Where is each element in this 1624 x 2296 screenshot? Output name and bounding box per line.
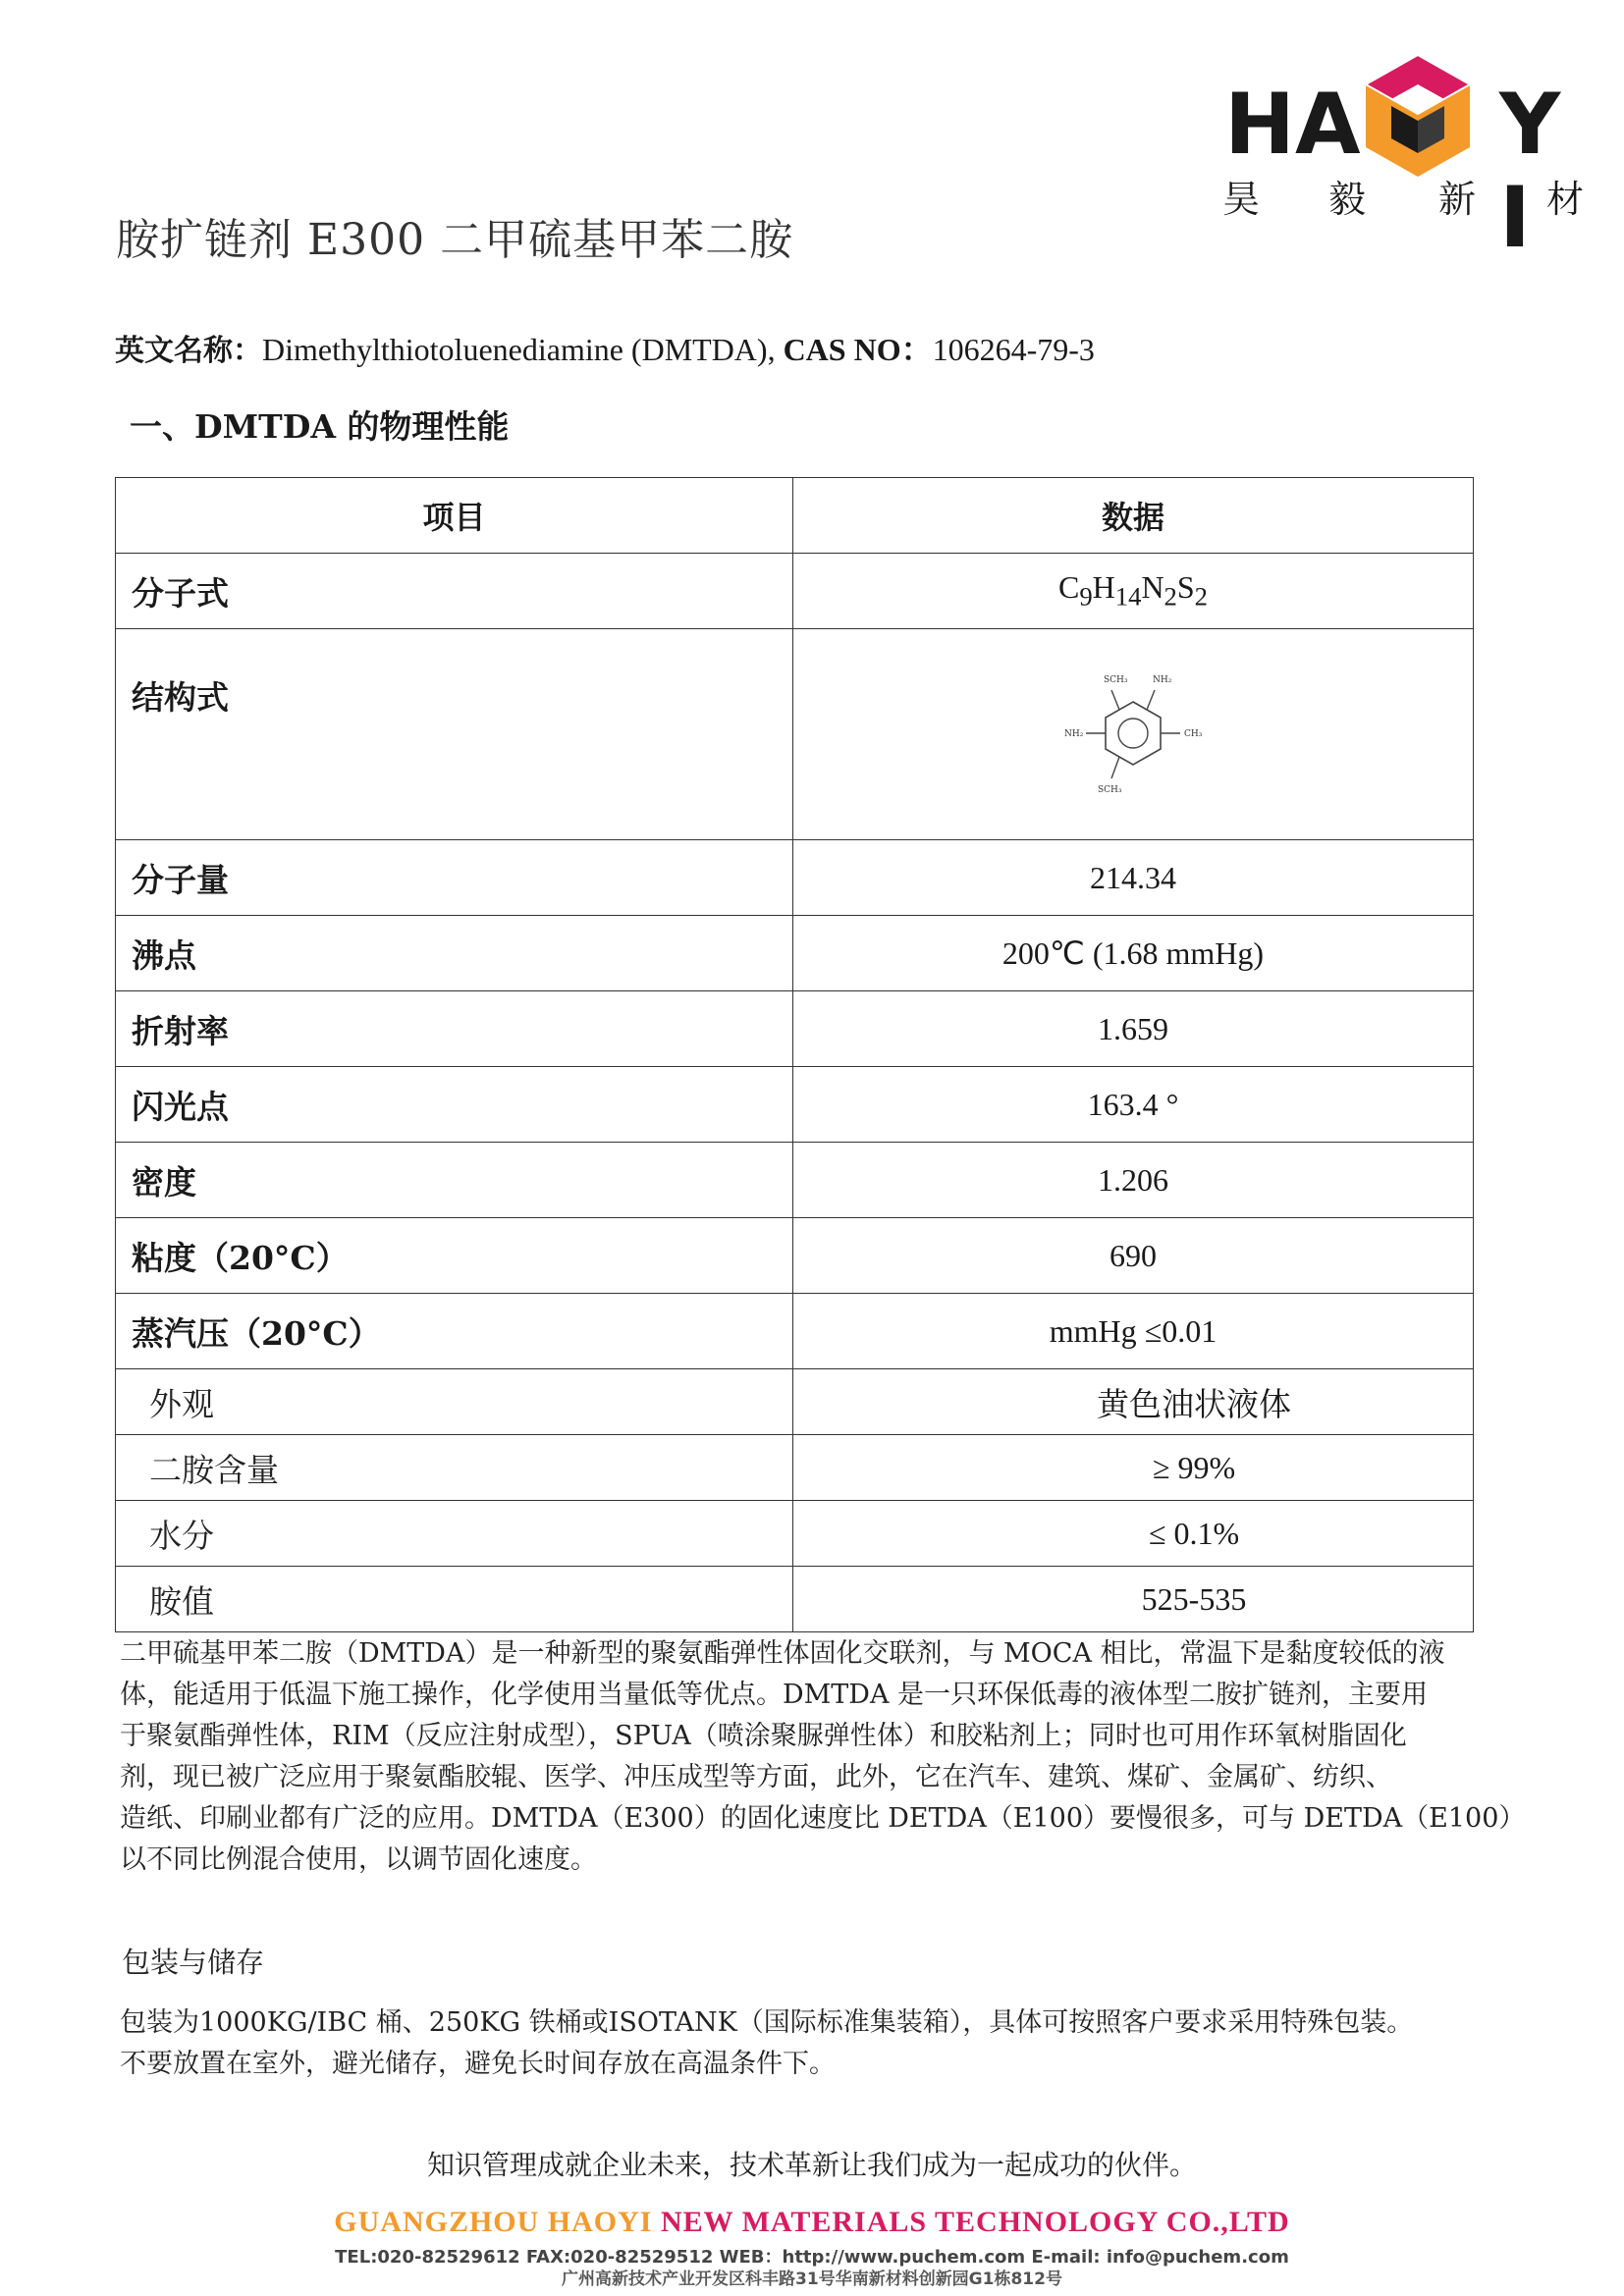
row-label: 密度	[116, 1143, 793, 1218]
contact-info: TEL:020-82529612 FAX:020-82529512 WEB：http://www.puchem.com E-mail: info@puchem.com	[335, 2247, 1289, 2268]
product-description	[120, 1633, 1526, 1881]
document-title: 胺扩链剂 E300 二甲硫基甲苯二胺	[116, 215, 794, 265]
column-header-item: 项目	[116, 478, 793, 554]
row-value: 163.4 °	[793, 1067, 1474, 1143]
company-address: 广州高新技术产业开发区科丰路31号华南新材料创新园G1栋812号	[562, 2269, 1062, 2289]
table-row	[116, 1501, 1474, 1567]
description-line: 剂，现已被广泛应用于聚氨酯胶辊、医学、冲压成型等方面，此外，它在汽车、建筑、煤矿、金属矿、纺织、	[120, 1762, 1392, 1792]
table-row	[116, 1218, 1474, 1294]
logo-cn-char: 新	[1438, 178, 1477, 221]
row-value: 1.659	[793, 991, 1474, 1067]
english-name-label: 英文名称：	[115, 334, 262, 368]
table-row	[116, 554, 1474, 629]
group-label: NH₂	[1153, 675, 1172, 685]
molecular-formula: $C_9H_{14}N_2S_2$	[793, 554, 1474, 629]
row-value: 200℃ (1.68 mmHg)	[793, 916, 1474, 991]
row-value: mmHg ≤0.01	[793, 1294, 1474, 1369]
description-line: 造纸、印刷业都有广泛的应用。DMTDA（E300）的固化速度比 DETDA（E100）要慢很多，可与 DETDA（E100）	[120, 1803, 1526, 1834]
cube-logo-icon	[1360, 51, 1476, 181]
properties-table	[115, 477, 1474, 1632]
packaging-line: 不要放置在室外，避光储存，避免长时间存放在高温条件下。	[120, 2049, 836, 2079]
table-row	[116, 1369, 1474, 1435]
cas-label: CAS NO：	[783, 332, 933, 367]
table-row	[116, 1067, 1474, 1143]
table-row	[116, 1143, 1474, 1218]
row-label: 沸点	[116, 916, 793, 991]
row-label: 折射率	[116, 991, 793, 1067]
group-label: SCH₃	[1098, 785, 1122, 795]
spec-label: 外观	[116, 1369, 793, 1435]
table-row	[116, 1294, 1474, 1369]
packaging-text	[120, 2002, 1413, 2085]
table-row	[116, 916, 1474, 991]
company-name-part2: NEW MATERIALS TECHNOLOGY CO.,LTD	[660, 2206, 1290, 2238]
spec-label: 胺值	[116, 1567, 793, 1632]
description-line: 二甲硫基甲苯二胺（DMTDA）是一种新型的聚氨酯弹性体固化交联剂，与 MOCA 相比，常温下是黏度较低的液	[120, 1638, 1445, 1669]
structural-formula-diagram	[1035, 661, 1231, 808]
cas-value: 106264-79-3	[932, 332, 1095, 367]
row-label: 结构式	[116, 629, 793, 840]
company-name	[0, 2203, 1624, 2242]
english-name-line	[115, 328, 1095, 373]
haoyi-logo	[1222, 51, 1596, 267]
spec-value: ≥ 99%	[793, 1435, 1474, 1501]
group-label: NH₂	[1064, 729, 1084, 739]
packaging-heading: 包装与储存	[122, 1946, 265, 1979]
group-label: SCH₃	[1104, 675, 1128, 685]
logo-chinese-name	[1222, 175, 1596, 224]
structure-cell	[793, 629, 1474, 840]
logo-word-left: HA	[1224, 76, 1361, 174]
spec-label: 水分	[116, 1501, 793, 1567]
table-row	[116, 991, 1474, 1067]
row-label: 粘度（20°C）	[116, 1218, 793, 1294]
spec-label: 二胺含量	[116, 1435, 793, 1501]
table-header-row	[116, 478, 1474, 554]
logo-cn-char: 昊	[1222, 178, 1261, 221]
description-line: 于聚氨酯弹性体，RIM（反应注射成型），SPUA（喷涂聚脲弹性体）和胶粘剂上；同时也可用作环氧树脂固化	[120, 1721, 1407, 1751]
table-row	[116, 840, 1474, 916]
packaging-line: 包装为1000KG/IBC 桶、250KG 铁桶或ISOTANK（国际标准集装箱），具体可按照客户要求采用特殊包装。	[120, 2007, 1414, 2038]
row-label: 蒸汽压（20°C）	[116, 1294, 793, 1369]
table-row	[116, 629, 1474, 840]
column-header-data: 数据	[793, 478, 1474, 554]
company-name-part1: GUANGZHOU HAOYI	[334, 2206, 661, 2238]
row-label: 分子量	[116, 840, 793, 916]
logo-word-right: Y I	[1499, 76, 1561, 267]
section-heading-properties: 一、DMTDA 的物理性能	[130, 407, 510, 446]
row-value: 1.206	[793, 1143, 1474, 1218]
english-name-value: Dimethylthiotoluenediamine (DMTDA),	[262, 332, 784, 367]
table-row	[116, 1567, 1474, 1632]
footer-slogan: 知识管理成就企业未来，技术革新让我们成为一起成功的伙伴。	[426, 2149, 1197, 2181]
logo-cn-char: 毅	[1328, 178, 1367, 221]
row-value: 214.34	[793, 840, 1474, 916]
table-row	[116, 1435, 1474, 1501]
logo-cn-char: 材	[1546, 178, 1585, 221]
spec-value: ≤ 0.1%	[793, 1501, 1474, 1567]
row-value: 690	[793, 1218, 1474, 1294]
description-line: 以不同比例混合使用，以调节固化速度。	[120, 1844, 597, 1875]
row-label: 闪光点	[116, 1067, 793, 1143]
description-line: 体，能适用于低温下施工操作，化学使用当量低等优点。DMTDA 是一只环保低毒的液体型二胺扩链剂，主要用	[120, 1680, 1429, 1710]
group-label: CH₃	[1184, 729, 1203, 739]
spec-value: 525-535	[793, 1567, 1474, 1632]
row-label: 分子式	[116, 554, 793, 629]
spec-value: 黄色油状液体	[793, 1369, 1474, 1435]
